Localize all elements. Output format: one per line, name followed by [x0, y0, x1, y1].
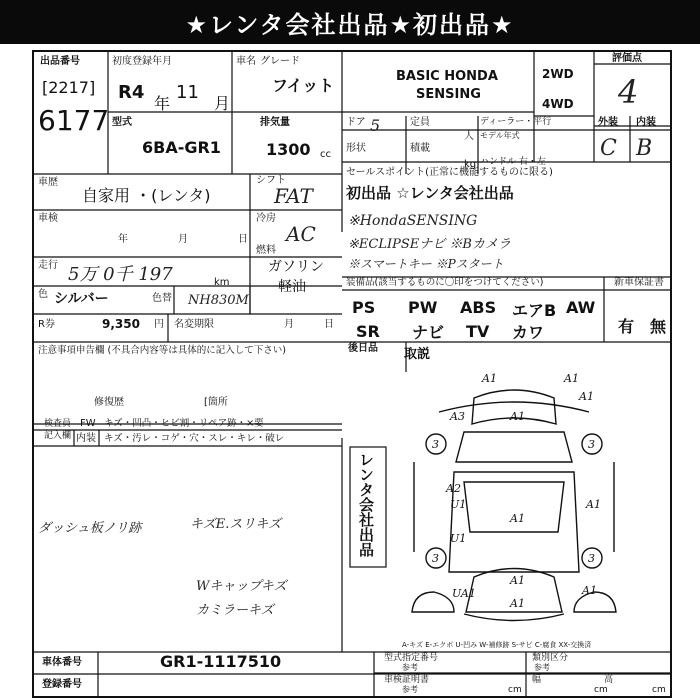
grade-line2: SENSING [416, 87, 481, 102]
inspector-fw-row: キズ・凹凸・ヒビ割・リペア跡・×要 [104, 418, 264, 429]
disp-unit: cc [320, 149, 331, 160]
repair-place: [箇所 [204, 397, 228, 408]
ext-value: C [600, 136, 617, 161]
sales-main: 初出品 ☆レンタ会社出品 [346, 184, 514, 202]
equip-pw: PW [408, 298, 438, 317]
fuel-gasoline: ガソリン [268, 259, 324, 275]
header-banner: ★レンタ会社出品★初出品★ [0, 0, 700, 44]
warranty-label: 新車保証書 [614, 277, 664, 288]
type-no-label: 型式指定番号 [384, 653, 439, 663]
remark-3: Wキャップキズ [196, 579, 287, 594]
disp-value: 1300 [266, 140, 311, 159]
equip-label: 装備品(該当するものに〇印をつけてください) [346, 277, 544, 288]
notes-label: 注意事項申告欄 (不具合内容等は具体的に記入して下さい) [38, 345, 286, 356]
reg-label: 初度登録年月 [112, 56, 172, 67]
equip-abs: ABS [460, 298, 497, 317]
handle-label: ハンドル 右・左 [480, 157, 546, 167]
equip-navi: ナビ [412, 323, 445, 342]
recycle-label: R券 [38, 319, 55, 330]
drive-2wd: 2WD [542, 67, 574, 81]
equip-aw: AW [566, 298, 596, 317]
equip-sr: SR [356, 322, 380, 341]
reg-month: 11 [176, 82, 199, 103]
shift-label: シフト [256, 175, 286, 186]
cat-no-label: 類別区分 [532, 653, 569, 663]
load-unit: kg [464, 159, 477, 170]
doors-label: ドア [346, 117, 366, 128]
inspect-y: 年 [118, 234, 128, 245]
recycle-unit: 円 [154, 319, 164, 330]
cap-label: 定員 [410, 117, 430, 128]
color-code-label: 色替 [152, 293, 172, 304]
equip-tv: TV [466, 322, 490, 341]
dmg-mark: UA1 [452, 587, 476, 600]
lot-sub: [2217] [42, 78, 96, 97]
ac-value: AC [286, 222, 316, 246]
cert-unit-w: cm [594, 685, 608, 695]
dmg-mark: U1 [450, 532, 467, 545]
score-value: 4 [618, 73, 639, 111]
dmg-mark: A1 [586, 498, 601, 511]
dmg-mark: A1 [510, 512, 525, 525]
auction-sheet [32, 50, 672, 698]
due-m: 月 [284, 319, 294, 330]
cat-no-sub: 参考 [534, 663, 550, 672]
cert-w: 幅 [532, 675, 542, 685]
doors-value: 5 [370, 116, 381, 135]
chassis-value: GR1-1117510 [160, 652, 282, 671]
color-code: NH830M [188, 293, 249, 308]
model-label: 型式 [112, 117, 132, 128]
shape-label: 形状 [346, 143, 366, 154]
cap-unit: 人 [464, 131, 474, 142]
model-year-label: モデル年式 [480, 131, 520, 140]
inspect-m: 月 [178, 234, 188, 245]
mileage-label: 走行 [38, 260, 58, 271]
sales-hw1: ※HondaSENSING [348, 213, 478, 229]
dmg-mark: A1 [482, 372, 497, 385]
shift-value: FAT [274, 184, 313, 208]
drive-4wd: 4WD [542, 97, 574, 111]
rental-vertical: レンタ会社出品 [357, 452, 375, 557]
reg-era: R4 [118, 82, 145, 103]
ac-label: 冷房 [256, 213, 276, 224]
chassis-label: 車体番号 [42, 657, 82, 668]
car-name: フイット [272, 76, 335, 95]
name-label: 車名 [236, 56, 256, 67]
inspect-d: 日 [238, 234, 248, 245]
color-value: シルバー [54, 291, 109, 307]
dmg-mark: A1 [579, 390, 594, 403]
regno-label: 登録番号 [42, 679, 82, 690]
remark-1: ダッシュ板ノリ跡 [38, 521, 142, 536]
delivery-value: 取説 [404, 347, 431, 362]
recycle-value: 9,350 [102, 317, 140, 331]
dmg-mark: A1 [582, 584, 597, 597]
equip-airbag: エアB [512, 301, 557, 320]
reg-year-unit: 年 [154, 94, 171, 113]
dmg-mark: A2 [446, 482, 461, 495]
fuel-label: 燃料 [256, 245, 276, 256]
dmg-mark: U1 [450, 498, 467, 511]
inspector-in: 内装 [76, 433, 96, 444]
cert-label: 車検証明書 [384, 675, 430, 685]
equip-ps: PS [352, 298, 376, 317]
sales-hw3: ※スマートキー ※Pスタート [348, 257, 504, 271]
warranty-has: 有 [618, 317, 635, 336]
inspect-label: 車検 [38, 213, 58, 224]
inspector-fw: FW [80, 418, 96, 429]
sales-hw2: ※ECLIPSEナビ ※Bカメラ [348, 237, 511, 252]
dmg-mark: 3 [588, 438, 595, 451]
int-label: 内装 [636, 117, 656, 128]
due-d: 日 [324, 319, 334, 330]
warranty-none: 無 [650, 317, 667, 336]
mileage-unit: km [214, 277, 230, 288]
cert-unit-h: cm [652, 685, 666, 695]
load-label: 積載 [410, 143, 430, 154]
damage-legend: A-キズ E-エクボ U-凹み W-補修跡 S-サビ C-腐食 XX-交換済 [402, 641, 592, 649]
dmg-mark: A1 [510, 574, 525, 587]
int-value: B [636, 136, 653, 161]
fuel-diesel: 軽油 [278, 279, 306, 295]
dmg-mark: 3 [588, 552, 595, 565]
dmg-mark: A1 [564, 372, 579, 385]
due-label: 名変期限 [174, 319, 214, 330]
delivery-label: 後日品 [348, 343, 378, 354]
inspector-l1: 検査員 [44, 419, 72, 429]
inspector-l2: 記入欄 [44, 431, 72, 441]
model-value: 6BA-GR1 [142, 138, 221, 157]
grade-label: グレード [260, 56, 300, 67]
repair-label: 修復歴 [94, 397, 124, 408]
lot-number: 6177 [38, 104, 110, 137]
dmg-mark: A1 [510, 410, 525, 423]
ext-label: 外装 [598, 117, 618, 128]
history-label: 車歴 [38, 177, 58, 188]
equip-leather: カワ [512, 323, 545, 342]
sales-label: セールスポイント(正常に機能するものに限る) [346, 167, 553, 178]
dmg-mark: 3 [432, 552, 439, 565]
score-label: 評価点 [612, 53, 642, 64]
reg-month-unit: 月 [214, 94, 231, 113]
mileage-value: 5万 0千 197 [68, 264, 173, 285]
cert-unit-l: cm [508, 685, 522, 695]
disp-label: 排気量 [260, 117, 290, 128]
dmg-mark: A1 [510, 597, 525, 610]
remark-2: キズE.スリキズ [190, 517, 282, 532]
dmg-mark: 3 [432, 438, 439, 451]
color-label: 色 [38, 289, 48, 300]
car-diagram [34, 52, 670, 696]
history-value: 自家用 ・(レンタ) [82, 186, 211, 205]
remark-4: カミラーキズ [196, 603, 274, 618]
lot-label: 出品番号 [40, 56, 80, 67]
inspector-in-row: キズ・汚レ・コゲ・穴・スレ・キレ・破レ [104, 433, 285, 444]
dealer-label: ディーラー・平行 [480, 117, 552, 127]
cert-h: 高 [604, 675, 614, 685]
grade-line1: BASIC HONDA [396, 69, 498, 84]
type-no-sub: 参考 [402, 663, 418, 672]
cert-sub: 参考 [402, 685, 418, 694]
dmg-mark: A3 [450, 410, 465, 423]
